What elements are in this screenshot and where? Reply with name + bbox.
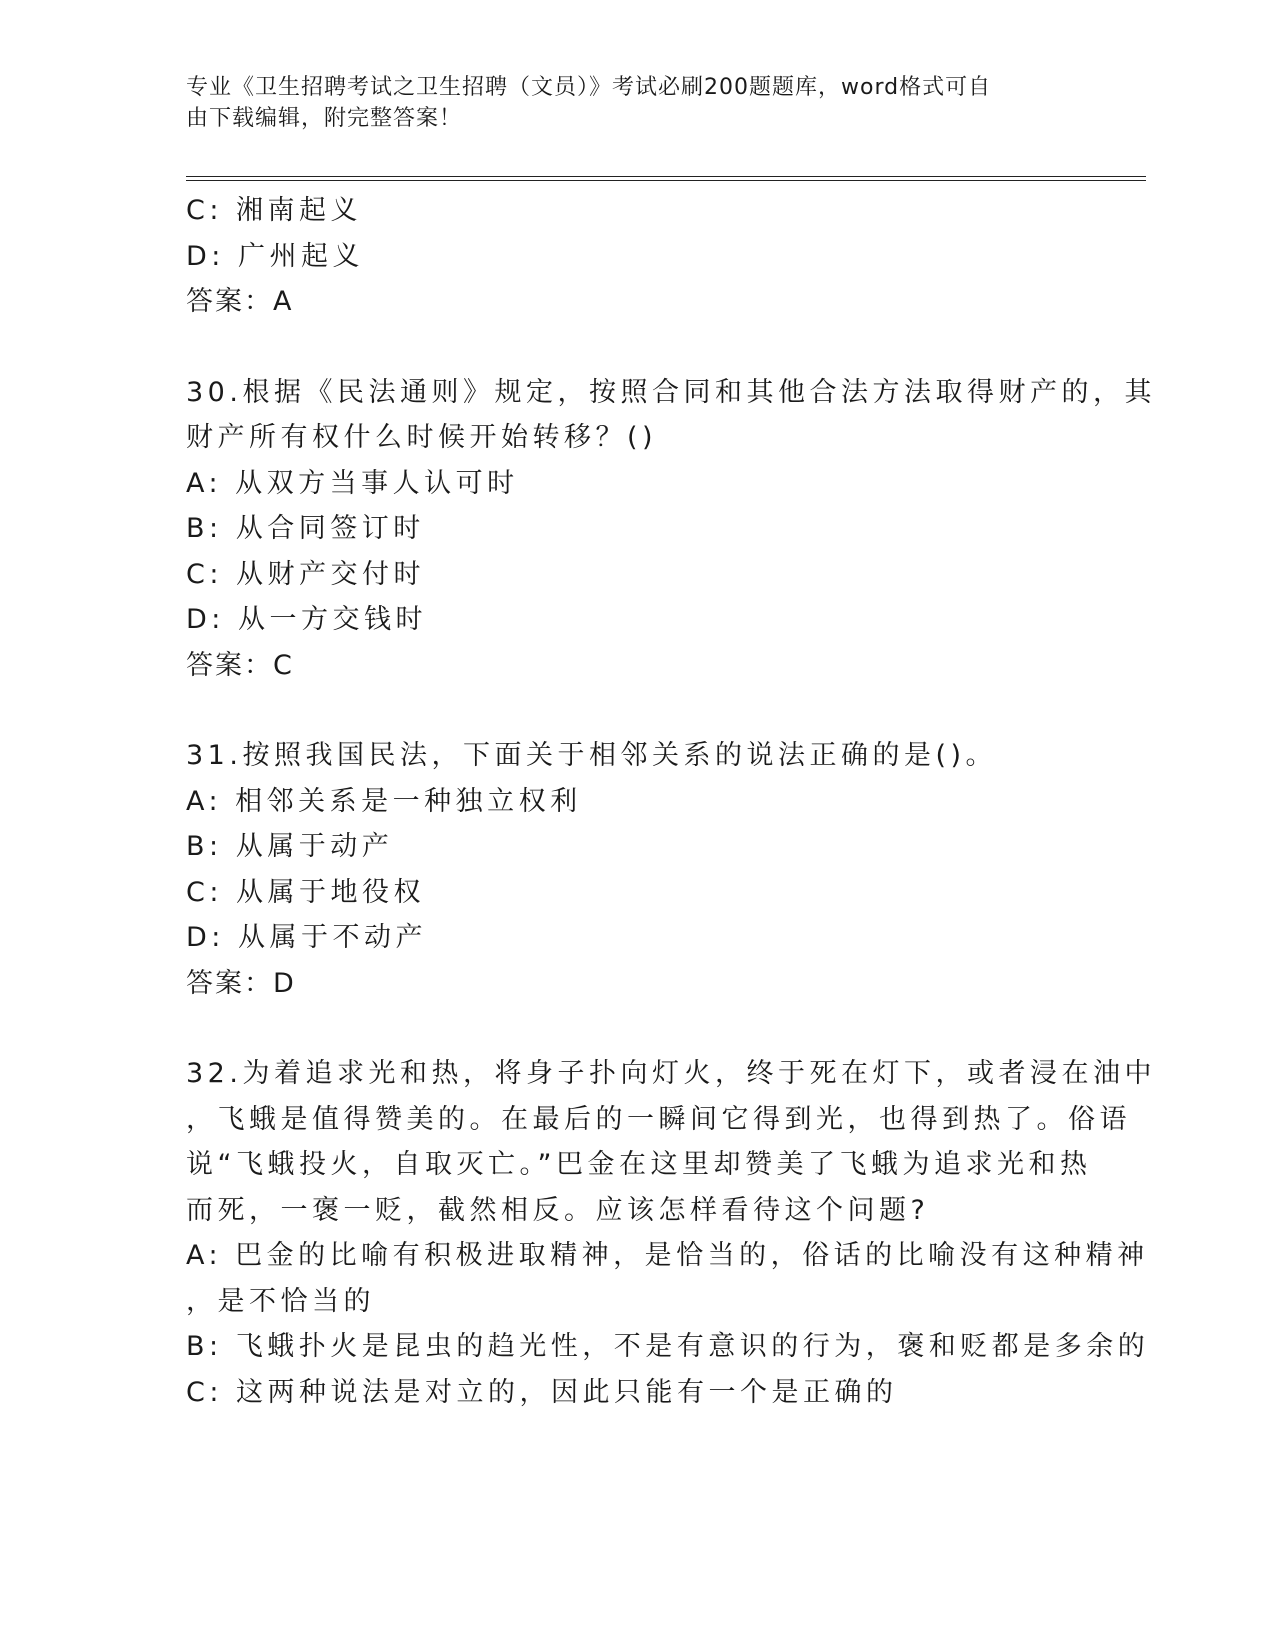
- header-divider-bottom: [186, 180, 1146, 181]
- question-31-option-a: A: 相邻关系是一种独立权利: [186, 785, 582, 817]
- question-31-option-d: D: 从属于不动产: [186, 922, 427, 953]
- page-header: [186, 72, 1086, 134]
- question-30-stem-line-2: 财产所有权什么时候开始转移？(): [186, 422, 658, 453]
- question-31-option-c: C: 从属于地役权: [186, 876, 426, 908]
- prev-option-c: C: 湘南起义: [186, 195, 363, 226]
- question-32-option-b: B: 飞蛾扑火是昆虫的趋光性，不是有意识的行为，褒和贬都是多余的: [186, 1331, 1150, 1362]
- spacer: [186, 688, 1086, 733]
- question-list: [186, 188, 1156, 1415]
- spacer: [186, 325, 1086, 370]
- question-32-stem-line-3: 说“飞蛾投火，自取灭亡。”巴金在这里却赞美了飞蛾为追求光和热: [186, 1149, 1092, 1180]
- header-divider-top: [186, 176, 1146, 177]
- question-30-option-d: D: 从一方交钱时: [186, 604, 427, 635]
- question-31-answer: 答案：D: [186, 967, 296, 999]
- header-line-1: 专业《卫生招聘考试之卫生招聘（文员）》考试必刷200题题库，word格式可自: [186, 75, 992, 100]
- prev-answer: 答案：A: [186, 286, 294, 317]
- question-31-stem-line-1: 31.按照我国民法，下面关于相邻关系的说法正确的是()。: [186, 740, 998, 771]
- question-32-option-a-line-1: A: 巴金的比喻有积极进取精神，是恰当的，俗话的比喻没有这种精神: [186, 1240, 1149, 1271]
- question-31-option-b: B: 从属于动产: [186, 831, 394, 862]
- prev-option-d: D: 广州起义: [186, 240, 364, 272]
- question-32-option-c: C: 这两种说法是对立的，因此只能有一个是正确的: [186, 1376, 898, 1408]
- question-30-stem-line-1: 30.根据《民法通则》规定，按照合同和其他合法方法取得财产的，其: [186, 376, 1156, 408]
- question-32-stem-line-4: 而死，一褒一贬，截然相反。应该怎样看待这个问题?: [186, 1194, 930, 1226]
- question-30-option-a: A: 从双方当事人认可时: [186, 467, 519, 499]
- spacer: [186, 1006, 1086, 1051]
- question-30-option-c: C: 从财产交付时: [186, 558, 426, 590]
- header-line-2: 由下载编辑，附完整答案！: [186, 106, 463, 131]
- question-32-stem-line-2: ，飞蛾是值得赞美的。在最后的一瞬间它得到光，也得到热了。俗语: [186, 1103, 1131, 1135]
- question-30-answer: 答案：C: [186, 649, 294, 681]
- question-32-stem-line-1: 32.为着追求光和热，将身子扑向灯火，终于死在灯下，或者浸在油中: [186, 1058, 1156, 1089]
- question-30-option-b: B: 从合同签订时: [186, 513, 425, 544]
- question-32-option-a-line-2: ，是不恰当的: [186, 1285, 375, 1317]
